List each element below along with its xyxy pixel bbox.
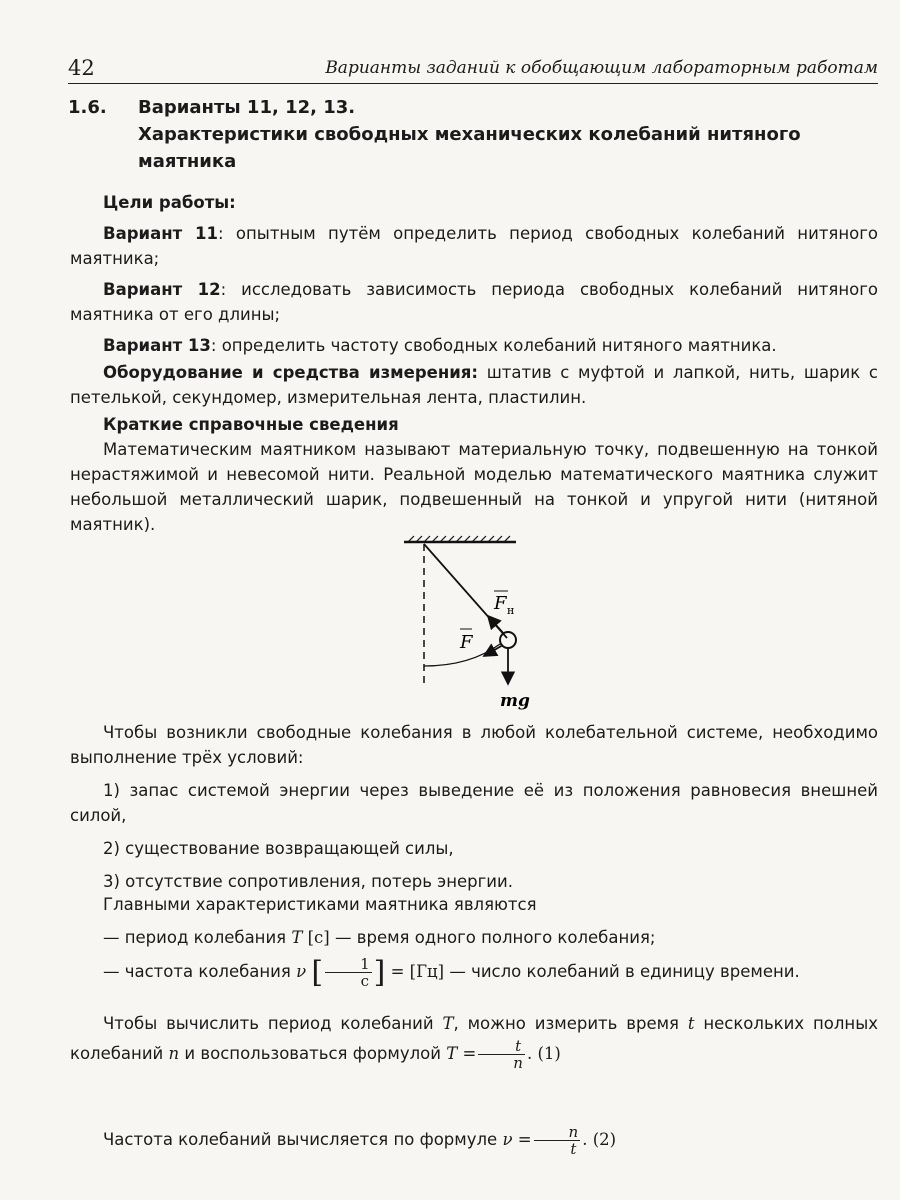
variant-11-text: : опытным путём определить период свободных колебаний нитяного маятника; [70,224,878,268]
equipment-text: штатив с муфтой и лапкой, нить, шарик с петелькой, секундомер, измерительная лента, пластилин. [70,363,878,407]
frequency-unit-fraction [325,956,372,989]
ceiling [404,536,516,542]
f2-lhs: ν = [502,1130,532,1149]
characteristics-block [70,892,878,989]
frequency-suffix: — число колебаний в единицу времени. [444,962,800,981]
tension-arrow [488,616,504,634]
frequency-definition [70,956,878,989]
period-suffix: — время одного полного колебания; [329,928,656,947]
variant-13-text: : определить частоту свободных колебаний нитяного маятника. [210,336,777,355]
f1-text-b: , можно измерить время [453,1014,688,1033]
condition-3: 3) отсутствие сопротивления, потерь энергии. [103,872,513,891]
f1-denominator: n [513,1054,523,1072]
frequency-unit-denominator: с [360,972,370,990]
right-bracket: ] [373,955,386,990]
pendulum-diagram [400,534,560,714]
frequency-unit-numerator: 1 [325,956,372,973]
equipment-paragraph [70,360,878,410]
variant-12-label: Вариант 12 [103,280,221,299]
frequency-prefix: — частота колебания [103,962,297,981]
tension-subscript: н [507,604,515,617]
page-number: 42 [68,56,95,80]
f2-denominator: t [570,1140,577,1158]
running-title: Варианты заданий к обобщающим лабораторным работам [325,58,878,78]
f1-lhs: T = [446,1044,477,1063]
condition-1: 1) запас системой энергии через выведение её из положения равновесия внешней силой, [70,781,878,825]
goals-block [70,190,878,358]
section-title-line1: Варианты 11, 12, 13. [138,97,356,118]
f2-text: Частота колебаний вычисляется по формуле [103,1130,503,1149]
page-header [68,52,878,84]
period-unit: [с] [302,928,330,947]
formula-1-fraction [478,1038,525,1071]
f1-text-a: Чтобы вычислить период колебаний [103,1014,443,1033]
period-prefix: — период колебания [103,928,292,947]
equipment-label: Оборудование и средства измерения: [103,363,478,382]
f1-numerator: t [478,1038,525,1055]
goals-heading: Цели работы: [103,193,236,212]
reference-heading: Краткие справочные сведения [103,415,399,434]
f1-t-symbol: t [687,1014,695,1033]
pendulum-figure [400,534,560,714]
f2-numerator: n [534,1124,581,1141]
section-title-line2: Характеристики свободных механических колебаний нитяного маятника [138,124,801,172]
variant-12-text: : исследовать зависимость периода свободных колебаний нитяного маятника от его длины; [70,280,878,324]
section-number: 1.6. [68,97,107,118]
frequency-symbol: ν [296,962,307,981]
f1-text-d: и воспользоваться формулой [179,1044,447,1063]
conditions-intro: Чтобы возникли свободные колебания в любой колебательной системе, необходимо выполнение трёх условий: [70,723,878,767]
f1-text-c: нескольких полных колебаний [70,1014,878,1063]
variant-11-label: Вариант 11 [103,224,218,243]
formula-1-tag: . (1) [526,1044,561,1063]
f1-T-symbol: T [442,1014,454,1033]
condition-2: 2) существование возвращающей силы, [103,839,454,858]
reference-paragraph: Математическим маятником называют материальную точку, подвешенную на тонкой нерастяжимой и невесомой нити. Реальной моделью математического маятника служит небольшой металлический шарик, подвешенный на тонкой и упругой нити (нитяной маятник). [70,440,878,534]
tension-label: F [494,593,507,614]
period-definition [70,925,878,950]
section-heading [68,94,868,175]
force-arrow [484,645,503,656]
left-bracket: [ [311,955,324,990]
formula-2-paragraph [70,1124,878,1157]
goal-variant-13 [70,333,878,358]
header-rule [68,83,878,84]
formula-1-paragraph [70,1010,878,1071]
characteristics-intro: Главными характеристиками маятника являются [103,895,537,914]
formula-2-tag: . (2) [582,1130,617,1149]
gravity-label: mg [500,691,530,711]
goal-variant-11 [70,221,878,271]
f1-n-symbol: n [168,1044,180,1063]
force-label: F [460,632,473,653]
frequency-unit: = [Гц] [385,962,445,981]
period-symbol: T [291,928,303,947]
variant-13-label: Вариант 13 [103,336,211,355]
conditions-block [70,720,878,894]
formula-2-fraction [534,1124,581,1157]
goal-variant-12 [70,277,878,327]
reference-block [70,412,878,537]
